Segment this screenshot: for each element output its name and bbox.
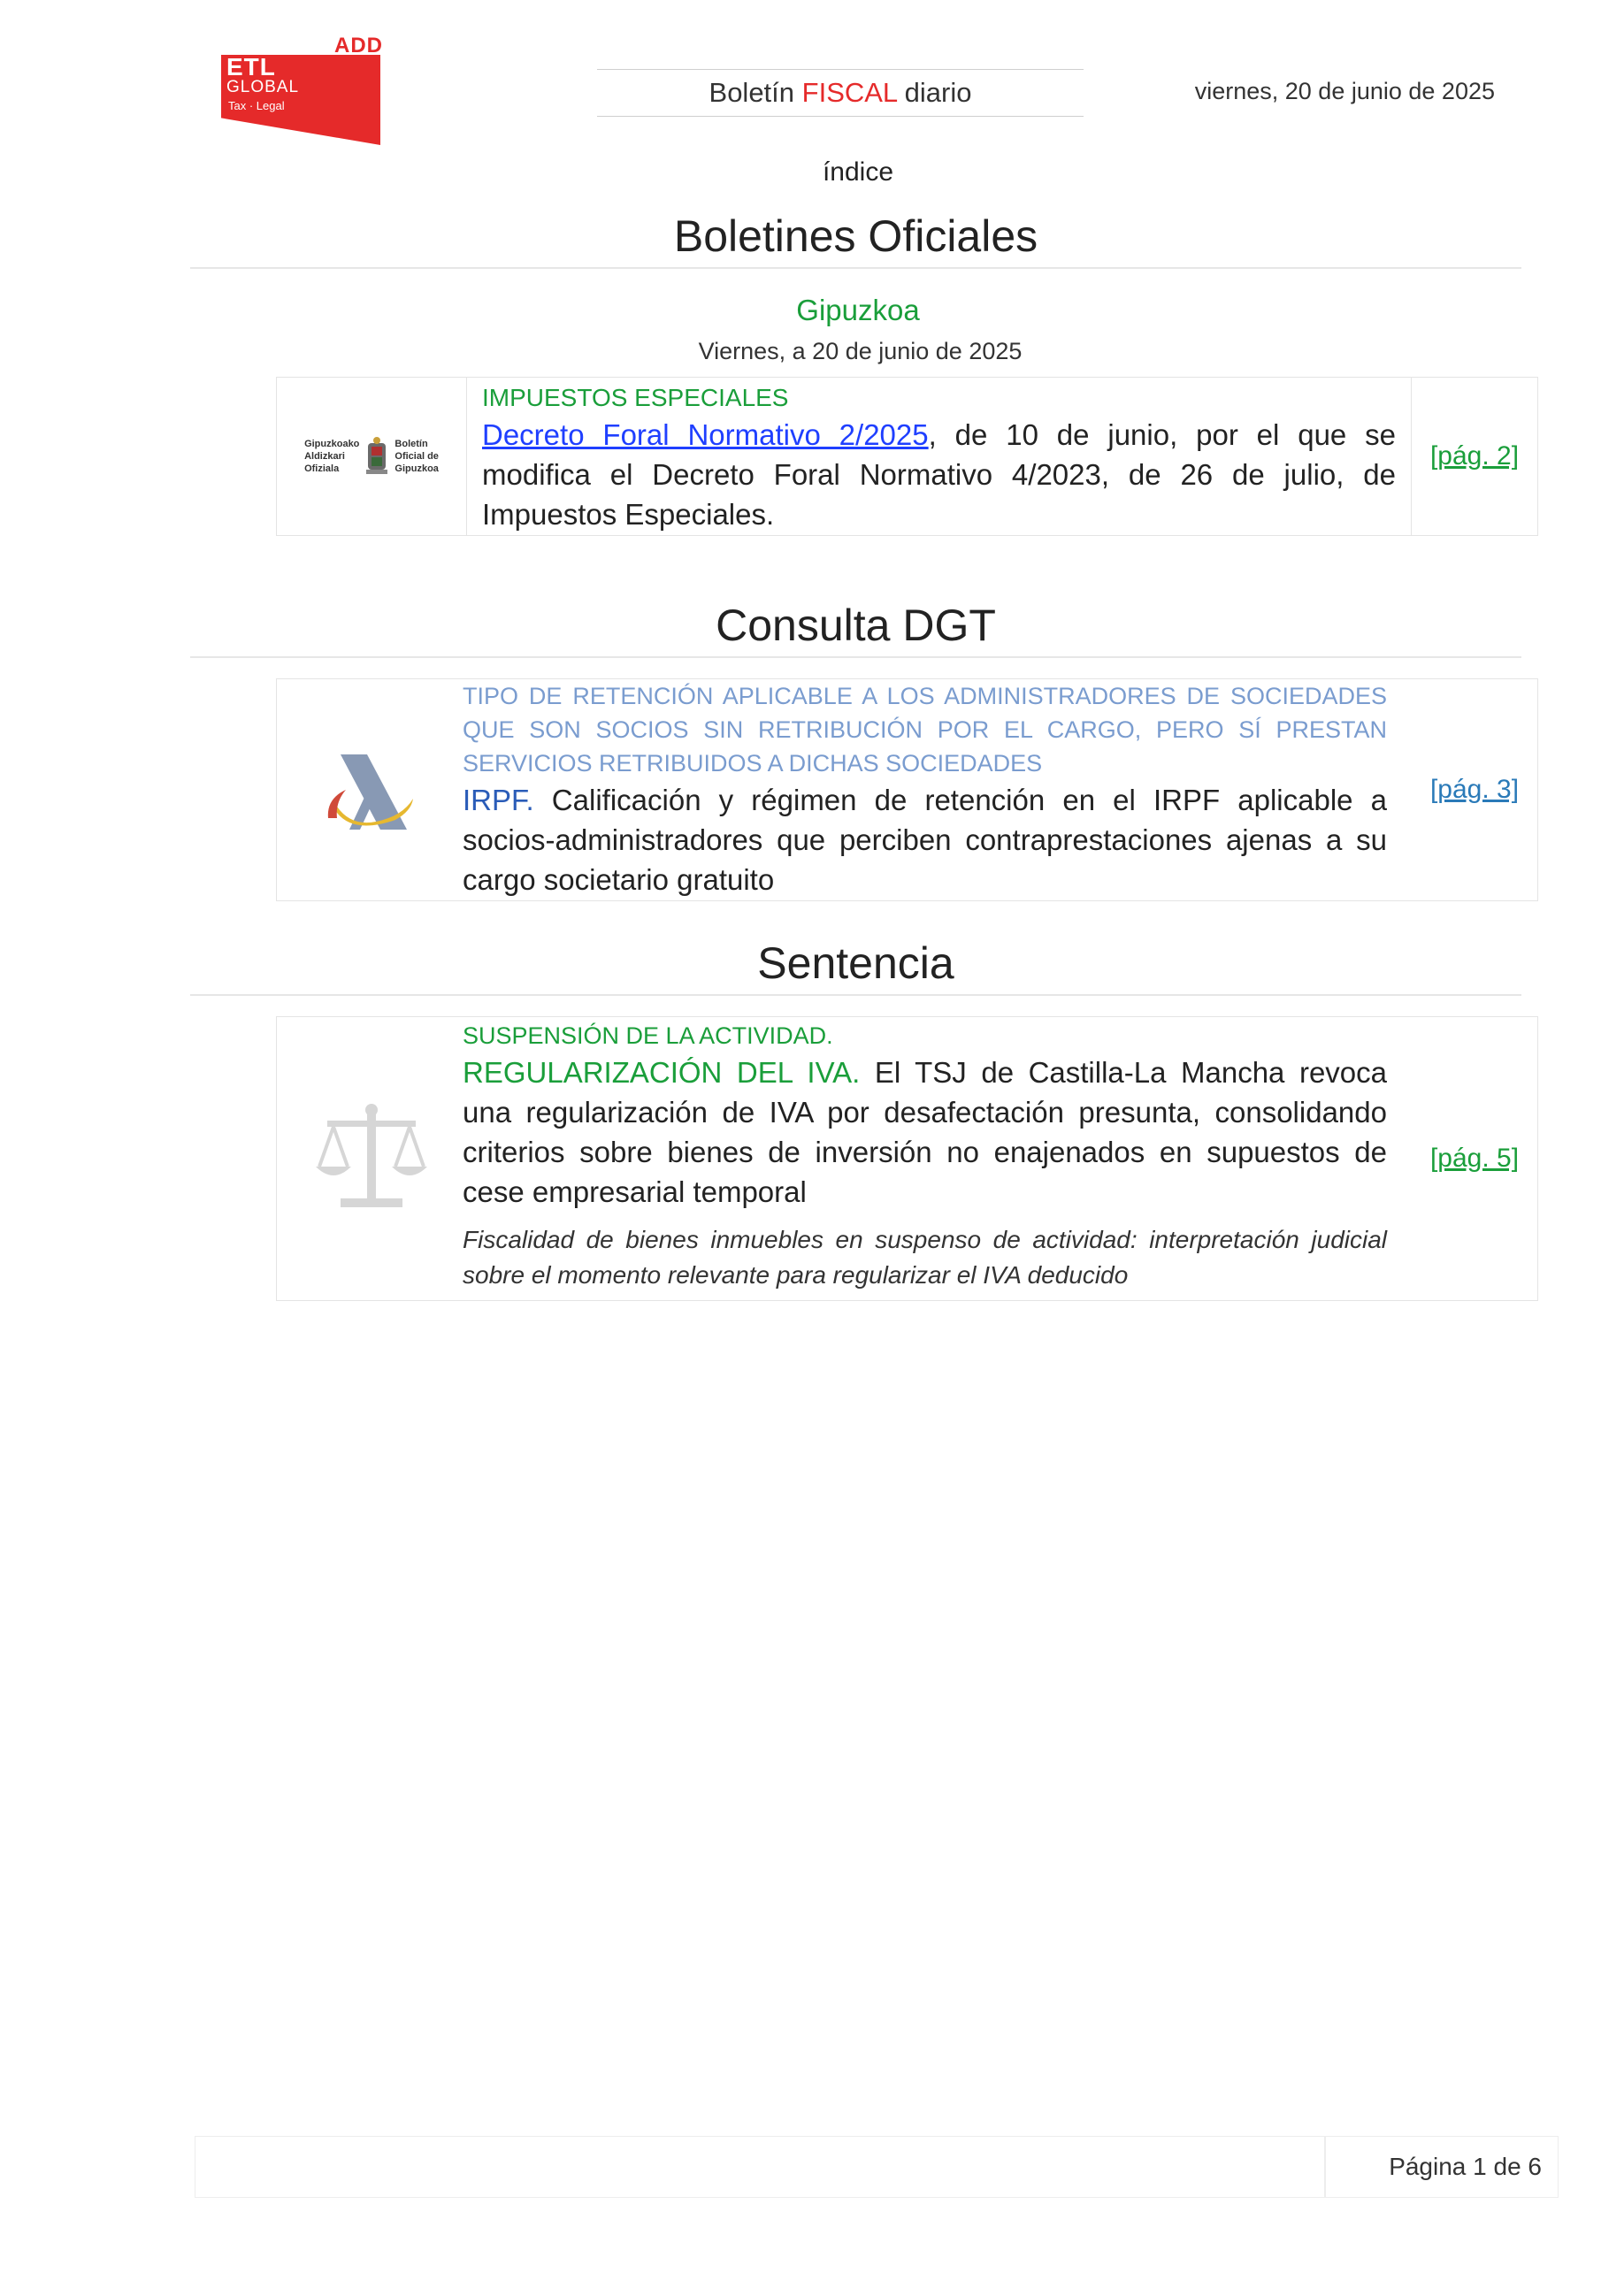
entry-note: Fiscalidad de bienes inmuebles en suspenso de actividad: interpretación judicial sobre el momento relevante para regularizar el IVA deducido bbox=[463, 1226, 1387, 1289]
title-highlight: FISCAL bbox=[801, 77, 898, 108]
bulletin-title bbox=[597, 69, 1084, 117]
footer-divider bbox=[1324, 2137, 1326, 2197]
entry-text bbox=[463, 679, 1387, 900]
entry-category: SUSPENSIÓN DE LA ACTIVIDAD. bbox=[463, 1022, 833, 1049]
coat-of-arms-icon bbox=[364, 436, 389, 477]
entry-text bbox=[482, 381, 1396, 535]
logo-text-line: Boletín bbox=[395, 439, 428, 449]
page-link[interactable]: [pág. 2] bbox=[1429, 441, 1520, 471]
header-date: viernes, 20 de junio de 2025 bbox=[1194, 78, 1495, 104]
entry-body bbox=[482, 415, 1396, 534]
entry-description: , de 10 de junio, por el que se modifica el Decreto Foral Normativo 4/2023, de 26 de julio, de Impuestos Especiales. bbox=[482, 418, 1396, 531]
gipuzkoa-bulletin-logo bbox=[277, 378, 467, 535]
section-title-boletines: Boletines Oficiales bbox=[190, 210, 1521, 269]
index-label: índice bbox=[822, 157, 894, 187]
entry-sentencia bbox=[276, 1016, 1538, 1301]
entry-consulta-dgt bbox=[276, 678, 1538, 901]
logo-text-line: Oficial de bbox=[395, 451, 439, 462]
page-footer bbox=[195, 2136, 1559, 2198]
logo-text-line: Ofiziala bbox=[304, 463, 340, 474]
region-date: Viernes, a 20 de junio de 2025 bbox=[698, 338, 1023, 364]
page-link[interactable]: [pág. 3] bbox=[1429, 775, 1520, 804]
entry-description: El TSJ de Castilla-La Mancha revoca una regularización de IVA por desafectación presunta, consolidando criterios sobre bienes de inversión no enajenados en supuestos de cese empresarial temporal bbox=[463, 1056, 1387, 1208]
entry-boletin-gipuzkoa bbox=[276, 377, 1538, 536]
entry-description: Calificación y régimen de retención en el IRPF aplicable a socios-administradores que perciben contraprestaciones ajenas a su cargo societario gratuito bbox=[463, 784, 1387, 896]
logo-tax-legal: Tax · Legal bbox=[228, 99, 285, 112]
logo-global: GLOBAL bbox=[226, 78, 300, 96]
page-ref bbox=[1412, 679, 1537, 900]
logo-text-line: Gipuzkoa bbox=[395, 463, 439, 474]
logo-text-line: Gipuzkoako bbox=[304, 439, 360, 449]
section-title-sentencia: Sentencia bbox=[190, 938, 1521, 996]
title-suffix: diario bbox=[897, 77, 972, 108]
entry-text bbox=[463, 1019, 1387, 1300]
decreto-foral-link[interactable]: Decreto Foral Normativo 2/2025 bbox=[482, 418, 929, 451]
entry-keyword: REGULARIZACIÓN DEL IVA. bbox=[463, 1056, 861, 1089]
title-prefix: Boletín bbox=[709, 77, 802, 108]
aeat-logo-icon bbox=[323, 746, 420, 834]
etl-global-logo bbox=[221, 34, 383, 145]
logo-text-line: Aldizkari bbox=[304, 451, 345, 462]
aeat-logo bbox=[277, 679, 466, 900]
logo-etl: ETL bbox=[226, 53, 276, 80]
entry-body bbox=[463, 780, 1387, 899]
entry-category: IMPUESTOS ESPECIALES bbox=[482, 384, 789, 411]
region-title: Gipuzkoa bbox=[796, 294, 920, 326]
entry-body bbox=[463, 1052, 1387, 1212]
page-ref bbox=[1411, 378, 1537, 535]
logo-add: ADD bbox=[334, 34, 383, 57]
page-ref bbox=[1412, 1017, 1537, 1300]
page-link[interactable]: [pág. 5] bbox=[1429, 1144, 1520, 1173]
entry-category: TIPO DE RETENCIÓN APLICABLE A LOS ADMINISTRADORES DE SOCIEDADES QUE SON SOCIOS SIN RETRIBUCIÓN POR EL CARGO, PERO SÍ PRESTAN SERVICIOS RETRIBUIDOS A DICHAS SOCIEDADES bbox=[463, 683, 1387, 777]
entry-keyword: IRPF. bbox=[463, 784, 534, 816]
section-title-consulta: Consulta DGT bbox=[190, 600, 1521, 658]
scales-image bbox=[277, 1017, 466, 1300]
page-number: Página 1 de 6 bbox=[1389, 2153, 1542, 2180]
scales-of-justice-icon bbox=[314, 1101, 429, 1216]
